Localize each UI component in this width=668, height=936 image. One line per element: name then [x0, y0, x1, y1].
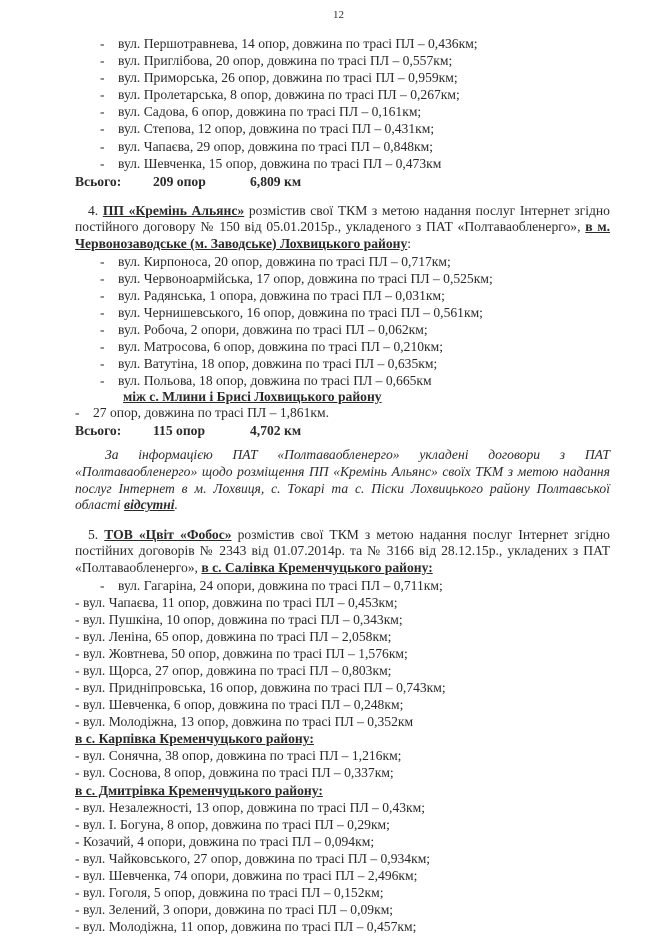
section-text: розмістив свої ТКМ з метою надання послуг Інтернет згідно постійних договорів № 2343 від 01.07.2014р. та № 3166 від 28.12.15р., укладених з ПАТ «Полтаваобленерго», [75, 526, 610, 575]
company-name: ПП «Кремінь Альянс» [102, 202, 245, 218]
section3-list [75, 35, 610, 172]
bullet-dash: - [100, 304, 105, 320]
list-item [75, 764, 610, 781]
list-item-text: вул. Матросова, 6 опор, довжина по трасі ПЛ – 0,210км; [118, 339, 444, 354]
karpivka-list [75, 747, 610, 781]
list-item [75, 901, 610, 918]
list-item [75, 52, 610, 69]
bullet-dash: - [100, 373, 105, 389]
list-item-text: Козачий, 4 опори, довжина по трасі ПЛ – 0,094км; [83, 833, 375, 849]
total-length: 4,702 км [250, 423, 302, 439]
list-item-text: вул. Чернишевського, 16 опор, довжина по трасі ПЛ – 0,561км; [118, 304, 483, 320]
total-length: 6,809 км [250, 173, 302, 189]
list-item [75, 304, 610, 321]
bullet-dash: - [75, 645, 80, 661]
location-heading: в м. Червонозаводське (м. Заводське) Лохвицького району [75, 219, 610, 251]
bullet-dash: - [100, 577, 105, 593]
list-item-text: вул. Незалежності, 13 опор, довжина по трасі ПЛ – 0,43км; [83, 799, 426, 815]
list-item-text: вул. Чапаєва, 11 опор, довжина по трасі ПЛ – 0,453км; [83, 594, 398, 610]
list-item [75, 594, 610, 611]
list-item [75, 747, 610, 764]
list-item [75, 884, 610, 901]
bullet-dash: - [75, 765, 80, 781]
punctuation: . [174, 497, 178, 513]
list-item [75, 69, 610, 86]
bullet-dash: - [75, 748, 80, 764]
list-item-text: вул. Приглібова, 20 опор, довжина по трасі ПЛ – 0,557км; [118, 53, 453, 69]
list-item [75, 372, 610, 389]
bullet-dash: - [100, 104, 105, 120]
page-number: 12 [333, 9, 344, 21]
list-item [75, 155, 610, 172]
list-item-text: вул. Чайковського, 27 опор, довжина по трасі ПЛ – 0,934км; [83, 850, 431, 866]
list-item [75, 270, 610, 287]
section-text: розмістив свої ТКМ з метою надання послуг Інтернет згідно постійного договору № 150 від 05.01.2015р., укладеного з ПАТ «Полтаваобленерго», [75, 202, 610, 235]
bullet-dash: - [75, 628, 80, 644]
bullet-dash: - [100, 321, 105, 337]
bullet-dash: - [100, 339, 105, 354]
bullet-dash: - [75, 885, 80, 901]
list-item-text: вул. Придніпровська, 16 опор, довжина по трасі ПЛ – 0,743км; [83, 680, 446, 696]
list-item [75, 86, 610, 103]
section-number: 4. [88, 202, 99, 218]
total-label: Всього: [75, 173, 122, 189]
bullet-dash: - [75, 663, 80, 678]
section4-paragraph [75, 203, 610, 253]
bullet-dash: - [100, 36, 105, 51]
list-item [75, 287, 610, 304]
sub-location-heading: між с. Млини і Брисі Лохвицького району [123, 389, 382, 405]
list-item-text: вул. Робоча, 2 опори, довжина по трасі ПЛ – 0,062км; [118, 321, 428, 337]
list-item [75, 867, 610, 884]
bullet-dash: - [75, 833, 80, 849]
list-item-text: вул. Гоголя, 5 опор, довжина по трасі ПЛ – 0,152км; [83, 885, 384, 901]
bullet-dash: - [75, 594, 80, 610]
list-item-text: вул. Степова, 12 опор, довжина по трасі ПЛ – 0,431км; [118, 121, 435, 137]
list-item [75, 799, 610, 816]
bullet-dash: - [75, 611, 80, 627]
list-item-text: вул. Жовтнева, 50 опор, довжина по трасі ПЛ – 1,576км; [83, 645, 408, 661]
bullet-dash: - [100, 138, 105, 154]
bullet-dash: - [75, 867, 80, 883]
note-text: За інформацією ПАТ «Полтаваобленерго» укладені договори з ПАТ «Полтаваобленерго» щодо розміщення ПП «Кремінь Альянс» своїх ТКМ з метою надання послуг Інтернет в м. Лохвиця, с. Токарі та с. Піски Лохвицького району Полтавської області [75, 447, 610, 513]
list-item [75, 816, 610, 833]
list-item [75, 713, 610, 730]
bullet-dash: - [75, 405, 80, 421]
total-poles: 209 опор [153, 173, 206, 189]
list-item [75, 138, 610, 155]
document-page [75, 0, 610, 935]
list-item [75, 355, 610, 372]
total-label: Всього: [75, 423, 122, 439]
list-item [75, 679, 610, 696]
list-item-text: вул. Шевченка, 6 опор, довжина по трасі ПЛ – 0,248км; [83, 697, 404, 713]
list-item-text: вул. Молодіжна, 11 опор, довжина по трасі ПЛ – 0,457км; [83, 919, 417, 935]
bullet-dash: - [75, 714, 80, 730]
bullet-dash: - [100, 87, 105, 103]
section5-list [75, 577, 610, 731]
list-item-text: 27 опор, довжина по трасі ПЛ – 1,861км. [93, 405, 330, 421]
bullet-dash: - [75, 902, 80, 918]
section4-total [75, 421, 610, 441]
bullet-dash: - [100, 253, 105, 269]
list-item [75, 850, 610, 867]
list-item-text: вул. Шевченка, 74 опори, довжина по трасі ПЛ – 2,496км; [83, 867, 418, 883]
list-item [75, 628, 610, 645]
bullet-dash: - [100, 287, 105, 303]
total-poles: 115 опор [153, 423, 206, 439]
list-item-text: вул. Сонячна, 38 опор, довжина по трасі ПЛ – 1,216км; [83, 748, 402, 764]
bullet-dash: - [75, 850, 80, 866]
list-item-text: вул. Леніна, 65 опор, довжина по трасі ПЛ – 2,058км; [83, 628, 392, 644]
list-item-text: вул. Молодіжна, 13 опор, довжина по трасі ПЛ – 0,352км [83, 714, 414, 730]
list-item-text: вул. Пушкіна, 10 опор, довжина по трасі ПЛ – 0,343км; [83, 611, 403, 627]
list-item-text: вул. Щорса, 27 опор, довжина по трасі ПЛ – 0,803км; [83, 663, 392, 678]
bullet-dash: - [100, 121, 105, 137]
list-item [75, 833, 610, 850]
note-emphasis: відсутні [124, 497, 175, 513]
list-item [75, 35, 610, 52]
dmytrivka-heading: в с. Дмитрівка Кременчуцького району: [75, 782, 323, 798]
bullet-dash: - [75, 919, 80, 935]
bullet-dash: - [100, 155, 105, 171]
section3-total [75, 172, 610, 192]
list-item-text: вул. Пролетарська, 8 опор, довжина по трасі ПЛ – 0,267км; [118, 87, 460, 103]
location-heading: в с. Салівка Кременчуцького району: [201, 559, 433, 575]
bullet-dash: - [75, 680, 80, 696]
list-item-text: вул. Садова, 6 опор, довжина по трасі ПЛ – 0,161км; [118, 104, 422, 120]
bullet-dash: - [75, 697, 80, 713]
bullet-dash: - [100, 53, 105, 69]
list-item [75, 645, 610, 662]
list-item [75, 577, 610, 594]
list-item [75, 404, 610, 421]
bullet-dash: - [100, 270, 105, 286]
list-item-text: вул. Гагаріна, 24 опори, довжина по трасі ПЛ – 0,711км; [118, 577, 443, 593]
list-item-text: вул. Чапаєва, 29 опор, довжина по трасі ПЛ – 0,848км; [118, 138, 434, 154]
list-item-text: вул. Червоноармійська, 17 опор, довжина по трасі ПЛ – 0,525км; [118, 270, 493, 286]
section-number: 5. [88, 526, 99, 542]
list-item-text: вул. Шевченка, 15 опор, довжина по трасі ПЛ – 0,473км [118, 155, 442, 171]
list-item [75, 253, 610, 270]
list-item-text: вул. Соснова, 8 опор, довжина по трасі ПЛ – 0,337км; [83, 765, 394, 781]
company-name: ТОВ «Цвіт «Фобос» [104, 526, 232, 542]
list-item-text: вул. Зелений, 3 опори, довжина по трасі ПЛ – 0,09км; [83, 902, 394, 918]
list-item-text: вул. Кирпоноса, 20 опор, довжина по трасі ПЛ – 0,717км; [118, 253, 451, 269]
list-item [75, 611, 610, 628]
list-item-text: вул. Радянська, 1 опора, довжина по трасі ПЛ – 0,031км; [118, 287, 445, 303]
karpivka-heading: в с. Карпівка Кременчуцького району: [75, 731, 314, 747]
bullet-dash: - [100, 70, 105, 86]
list-item [75, 103, 610, 120]
dmytrivka-list [75, 799, 610, 936]
list-item [75, 696, 610, 713]
list-item [75, 662, 610, 679]
bullet-dash: - [75, 799, 80, 815]
section4-sublist [75, 404, 610, 421]
list-item [75, 918, 610, 935]
list-item [75, 321, 610, 338]
list-item-text: вул. Першотравнева, 14 опор, довжина по трасі ПЛ – 0,436км; [118, 36, 478, 51]
list-item-text: вул. Приморська, 26 опор, довжина по трасі ПЛ – 0,959км; [118, 70, 458, 86]
list-item-text: вул. Ватутіна, 18 опор, довжина по трасі ПЛ – 0,635км; [118, 356, 438, 372]
punctuation: : [407, 235, 412, 251]
list-item-text: вул. І. Богуна, 8 опор, довжина по трасі ПЛ – 0,29км; [83, 816, 390, 832]
list-item-text: вул. Польова, 18 опор, довжина по трасі ПЛ – 0,665км [118, 373, 432, 389]
section4-note [75, 447, 610, 513]
bullet-dash: - [100, 356, 105, 372]
section4-list [75, 253, 610, 390]
list-item [75, 120, 610, 137]
section5-paragraph [75, 527, 610, 577]
list-item [75, 338, 610, 355]
bullet-dash: - [75, 816, 80, 832]
